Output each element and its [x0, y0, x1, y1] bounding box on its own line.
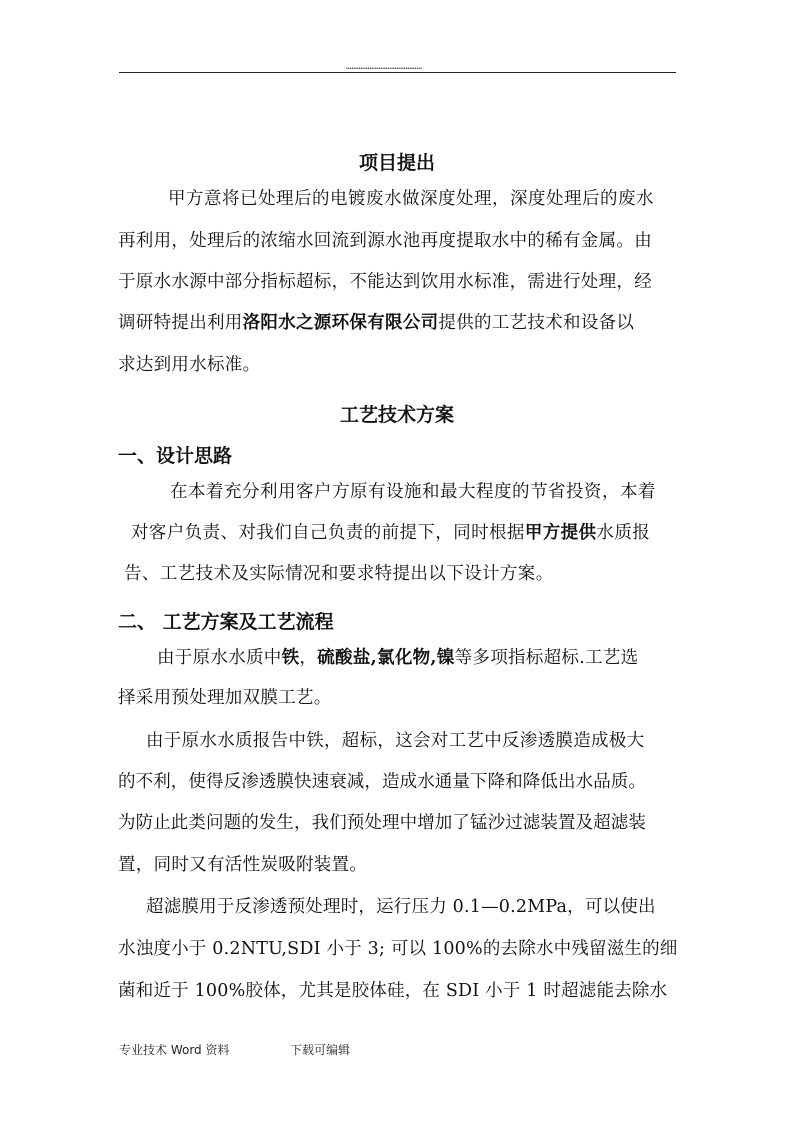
p1-iron: 铁: [281, 648, 300, 668]
p1-post: 等多项指标超标.工艺选: [454, 648, 639, 668]
section-1-heading: 一、设计思路: [118, 445, 233, 467]
section-2-p2-line-3: 为防止此类问题的发生，我们预处理中增加了锰沙过滤装置及超滤装: [118, 813, 646, 833]
section-1-line-1: 在本着充分利用客户方原有设施和最大程度的节省投资，本着: [170, 482, 656, 502]
company-name: 洛阳水之源环保有限公司: [242, 313, 439, 333]
section-2-p2-line-1: 由于原水水质报告中铁，超标，这会对工艺中反渗透膜造成极大: [146, 731, 645, 751]
section-1-line-3: 告、工艺技术及实际情况和要求特提出以下设计方案。: [124, 564, 554, 584]
header-dots: ……………………………………: [346, 62, 422, 72]
project-title: 项目提出: [358, 152, 435, 174]
footer-left: 专业技术 Word 资料: [119, 1043, 230, 1057]
section-2-p1-line-2: 择采用预处理加双膜工艺。: [118, 688, 332, 708]
intro-line-3: 于原水水源中部分指标超标，不能达到饮用水标准，需进行处理，经: [118, 272, 652, 292]
header-rule: [119, 72, 676, 73]
section-2-p2-line-4: 置，同时又有活性炭吸附装置。: [118, 855, 368, 875]
section-1-line-2: [131, 525, 650, 543]
plan-title: 工艺技术方案: [339, 404, 454, 426]
intro-line-4-post: 提供的工艺技术和设备以: [438, 313, 635, 333]
section-1-line-2-post: 水质报: [596, 523, 651, 543]
section-2-p3-line-2: 水浊度小于 0.2NTU,SDI 小于 3; 可以 100%的去除水中残留滋生的细: [118, 939, 678, 959]
intro-line-4-pre: 调研特提出利用: [118, 313, 243, 333]
intro-line-1: 甲方意将已处理后的电镀废水做深度处理，深度处理后的废水: [168, 189, 654, 209]
p1-sulfate-chloride-nickel: 硫酸盐,氯化物,镍: [317, 648, 455, 668]
footer-right: 下载可编辑: [290, 1043, 351, 1057]
intro-line-2: 再利用，处理后的浓缩水回流到源水池再度提取水中的稀有金属。由: [118, 231, 652, 251]
section-2-p1-line-1: [157, 650, 639, 668]
intro-line-4: [118, 315, 634, 333]
party-a-provided: 甲方提供: [524, 523, 597, 543]
section-2-p2-line-2: 的不利，使得反渗透膜快速衰减，造成水通量下降和降低出水品质。: [118, 772, 646, 792]
section-1-line-2-pre: 对客户负责、对我们自己负责的前提下，同时根据: [131, 523, 525, 543]
section-2-p3-line-3: 菌和近于 100%胶体，尤其是胶体硅，在 SDI 小于 1 时超滤能去除水: [118, 981, 668, 1001]
section-2-heading: 二、 工艺方案及工艺流程: [118, 611, 334, 633]
section-2-p3-line-1: 超滤膜用于反渗透预处理时，运行压力 0.1—0.2MPa，可以使出: [146, 897, 656, 917]
p1-pre: 由于原水水质中: [157, 648, 282, 668]
intro-line-5: 求达到用水标准。: [118, 355, 261, 375]
p1-sep: ，: [299, 648, 318, 668]
